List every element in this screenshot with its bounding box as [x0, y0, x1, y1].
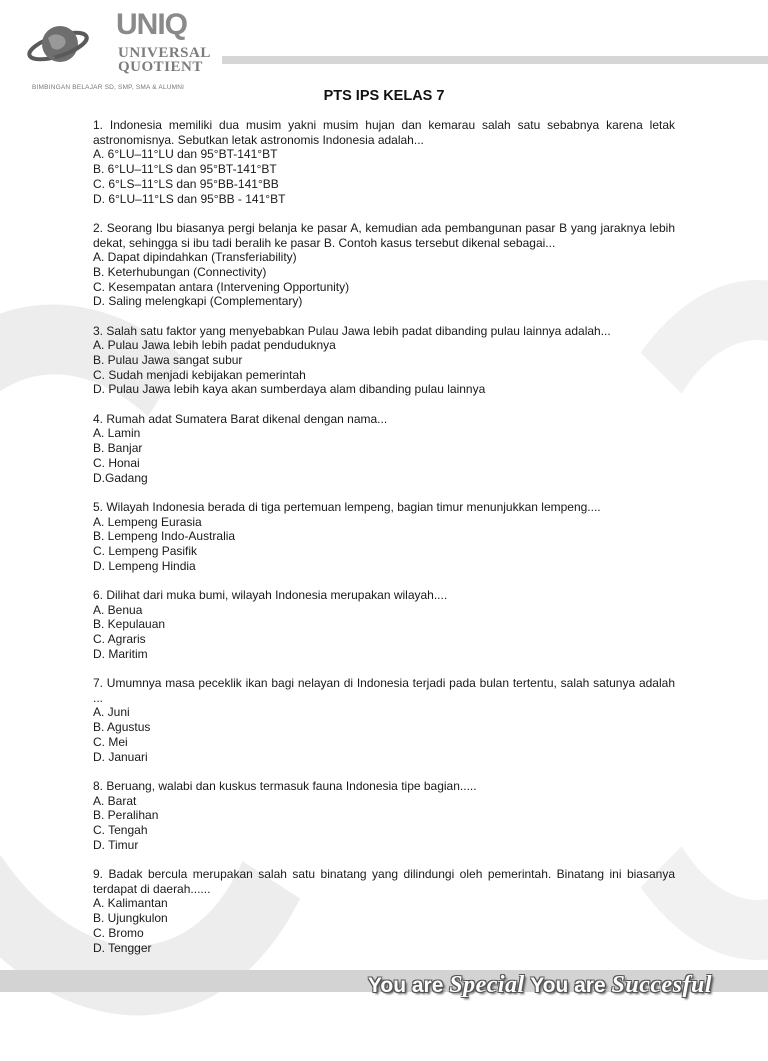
answer-option: D. 6°LU–11°LS dan 95°BB - 141°BT: [93, 191, 286, 206]
answer-option: B. Banjar: [93, 441, 143, 456]
answer-option: D. Pulau Jawa lebih kaya akan sumberdaya alam dibanding pulau lainnya: [93, 382, 486, 397]
answer-option: C. Bromo: [93, 925, 144, 940]
brand-name-line1: UNIVERSAL: [118, 45, 211, 61]
footer-slogan: [368, 972, 712, 999]
slogan-emphasis: Special: [449, 972, 525, 998]
question-item: [93, 588, 675, 662]
brand-name-line2: QUOTIENT: [118, 59, 203, 75]
answer-option: C. Sudah menjadi kebijakan pemerintah: [93, 367, 306, 382]
slogan-part: You are: [367, 974, 450, 997]
answer-option: C. 6°LS–11°LS dan 95°BB-141°BB: [93, 176, 279, 191]
answer-option: B. Ujungkulon: [93, 911, 168, 926]
answer-option: D. Tengger: [93, 940, 152, 955]
brand-tagline: BIMBINGAN BELAJAR SD, SMP, SMA & ALUMNI: [32, 84, 185, 91]
answer-option: B. 6°LU–11°LS dan 95°BT-141°BT: [93, 162, 277, 177]
answer-option: A. Dapat dipindahkan (Transferiability): [93, 250, 297, 265]
answer-option: B. Keterhubungan (Connectivity): [93, 264, 267, 279]
brand-logo-text: UNIQ: [116, 8, 187, 41]
answer-option: B. Kepulauan: [93, 617, 166, 632]
question-text: 5. Wilayah Indonesia berada di tiga pertemuan lempeng, bagian timur menunjukkan lempeng....: [93, 499, 601, 514]
question-item: [93, 779, 675, 853]
question-text: 7. Umumnya masa peceklik ikan bagi nelayan di Indonesia terjadi pada bulan tertentu, salah satunya adalah ...: [93, 676, 675, 705]
question-text: 2. Seorang Ibu biasanya pergi belanja ke pasar A, kemudian ada pembangunan pasar B yang jaraknya lebih dekat, sehingga si ibu tadi beralih ke pasar B. Contoh kasus tersebut dikenal sebagai...: [93, 220, 675, 250]
answer-option: A. Lempeng Eurasia: [93, 514, 202, 529]
answer-option: D. Maritim: [93, 646, 148, 661]
question-item: [93, 118, 675, 206]
answer-option: D. Saling melengkapi (Complementary): [93, 294, 303, 309]
answer-option: C. Agraris: [93, 632, 146, 647]
globe-logo-icon: [24, 14, 96, 74]
answer-option: C. Honai: [93, 455, 140, 470]
answer-option: C. Tengah: [93, 822, 148, 837]
answer-option: C. Lempeng Pasifik: [93, 543, 198, 558]
question-text: 8. Beruang, walabi dan kuskus termasuk fauna Indonesia tipe bagian.....: [93, 778, 477, 793]
answer-option: A. Pulau Jawa lebih lebih padat penduduknya: [93, 338, 336, 353]
question-list: [93, 118, 675, 970]
brand-name: [118, 46, 211, 74]
header-divider-bar: [222, 56, 768, 64]
question-text: 1. Indonesia memiliki dua musim yakni musim hujan dan kemarau salah satu sebabnya karena letak astronomisnya. Sebutkan letak astronomis Indonesia adalah...: [93, 118, 675, 147]
question-item: [93, 412, 675, 486]
answer-option: B. Peralihan: [93, 808, 159, 823]
page-title: PTS IPS KELAS 7: [323, 88, 445, 104]
answer-option: A. Benua: [93, 602, 143, 617]
answer-option: A. Juni: [93, 705, 130, 720]
question-item: [93, 221, 675, 309]
slogan-part: You are: [524, 974, 612, 997]
question-item: [93, 500, 675, 574]
answer-option: D. Timur: [93, 837, 139, 852]
question-text: 4. Rumah adat Sumatera Barat dikenal dengan nama...: [93, 411, 388, 426]
answer-option: A. 6°LU–11°LU dan 95°BT-141°BT: [93, 147, 278, 162]
answer-option: A. Lamin: [93, 426, 141, 441]
answer-option: B. Pulau Jawa sangat subur: [93, 353, 243, 368]
answer-option: D.Gadang: [93, 470, 148, 485]
page-header: [0, 0, 768, 100]
answer-option: C. Kesempatan antara (Intervening Opportunity): [93, 279, 350, 294]
answer-option: B. Agustus: [93, 720, 151, 735]
question-text: 3. Salah satu faktor yang menyebabkan Pulau Jawa lebih padat dibanding pulau lainnya adalah...: [93, 323, 611, 338]
answer-option: B. Lempeng Indo-Australia: [93, 529, 236, 544]
answer-option: C. Mei: [93, 734, 128, 749]
question-text: 6. Dilihat dari muka bumi, wilayah Indonesia merupakan wilayah....: [93, 587, 448, 602]
question-item: [93, 867, 675, 955]
question-item: [93, 676, 675, 764]
slogan-emphasis: Succesful: [611, 972, 712, 998]
question-text: 9. Badak bercula merupakan salah satu binatang yang dilindungi oleh pemerintah. Binatang ini biasanya terdapat di daerah......: [93, 866, 675, 896]
answer-option: A. Barat: [93, 793, 137, 808]
answer-option: D. Januari: [93, 749, 148, 764]
question-item: [93, 324, 675, 398]
answer-option: A. Kalimantan: [93, 896, 168, 911]
answer-option: D. Lempeng Hindia: [93, 558, 196, 573]
